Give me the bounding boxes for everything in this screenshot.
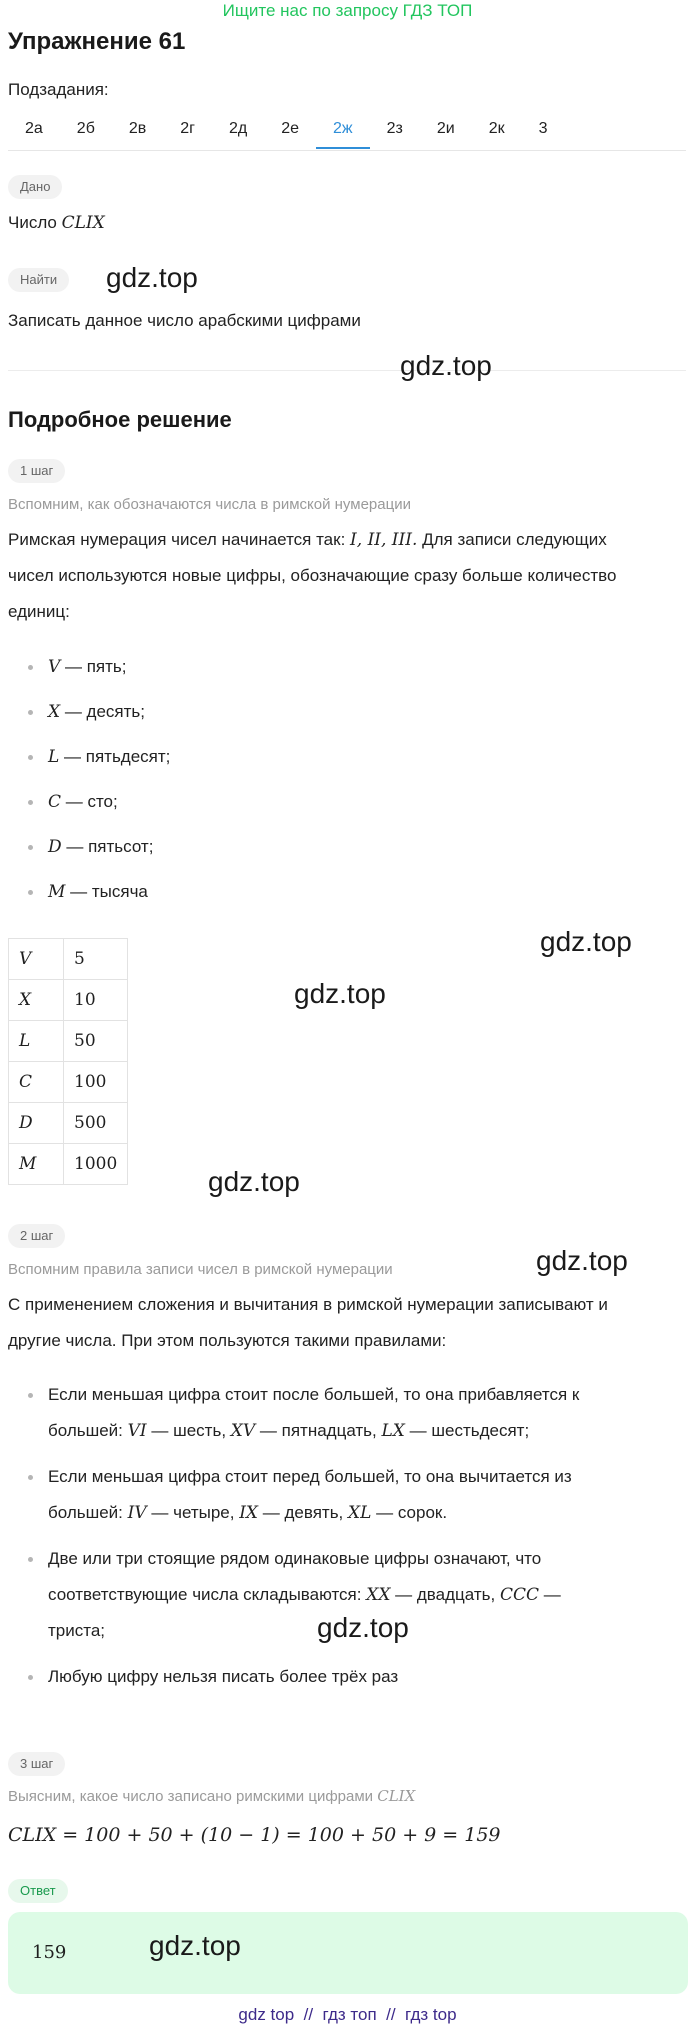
- step1-paragraph: [8, 522, 688, 630]
- step1-line3: единиц:: [8, 602, 70, 621]
- roman-table: [8, 938, 128, 1185]
- roman-meaning: — сто;: [61, 792, 118, 811]
- tab-2e[interactable]: 2е: [281, 120, 300, 137]
- watermark: gdz.top: [540, 926, 632, 957]
- page-title: Упражнение 61: [8, 28, 186, 55]
- watermark: gdz.top: [400, 350, 492, 381]
- step3-badge: 3 шаг: [8, 1752, 65, 1776]
- step2-line2: другие числа. При этом пользуются такими правилами:: [8, 1331, 447, 1350]
- table-cell: 50: [64, 1021, 128, 1062]
- tab-2i[interactable]: 2и: [436, 120, 455, 137]
- table-cell: V: [9, 939, 64, 980]
- list-item: [8, 1459, 688, 1531]
- rule1-line1: Если меньшая цифра стоит после большей, то она прибавляется к: [48, 1385, 580, 1404]
- footer-links: [0, 2005, 695, 2025]
- tab-2zh[interactable]: 2ж: [316, 110, 370, 149]
- table-row: [9, 1021, 128, 1062]
- top-banner[interactable]: Ищите нас по запросу ГДЗ ТОП: [222, 1, 473, 20]
- rule-math: XV: [230, 1421, 256, 1441]
- find-text: Записать данное число арабскими цифрами: [8, 311, 361, 330]
- rule-math: VI: [127, 1421, 147, 1441]
- find-badge: Найти: [8, 268, 69, 292]
- tab-2z[interactable]: 2з: [386, 120, 403, 137]
- footer-separator: //: [386, 2005, 396, 2024]
- roman-meaning: — десять;: [60, 702, 146, 721]
- step1-line1-text-b: Для записи следующих: [422, 530, 607, 549]
- footer-link[interactable]: гдз топ: [322, 2005, 377, 2024]
- rule-math: XX: [366, 1585, 391, 1605]
- roman-symbol: D: [48, 837, 62, 857]
- step1-hint: Вспомним, как обозначаются числа в римской нумерации: [8, 496, 411, 513]
- list-item: [8, 741, 688, 786]
- list-item: [8, 696, 688, 741]
- rule-text: — шестьдесят;: [404, 1421, 530, 1440]
- rule-math: CCC: [499, 1585, 539, 1605]
- step3-hint-math: CLIX: [377, 1787, 416, 1805]
- roman-symbol: L: [48, 747, 60, 767]
- step1-line2: чисел используются новые цифры, обозначающие сразу больше количество: [8, 566, 617, 585]
- rule-text: — двадцать,: [390, 1585, 496, 1604]
- table-cell: 500: [64, 1103, 128, 1144]
- table-cell: D: [9, 1103, 64, 1144]
- list-item: [8, 1377, 688, 1449]
- watermark: gdz.top: [208, 1166, 300, 1197]
- roman-symbol: X: [48, 702, 61, 722]
- tab-2a[interactable]: 2а: [25, 120, 43, 137]
- roman-symbol: C: [48, 792, 62, 812]
- roman-meaning: — тысяча: [65, 882, 148, 901]
- table-cell: 10: [64, 980, 128, 1021]
- solution-title: Подробное решение: [8, 407, 232, 432]
- tab-2d[interactable]: 2д: [229, 120, 248, 137]
- divider: [8, 370, 686, 371]
- table-row: [9, 1144, 128, 1185]
- given-math: CLIX: [61, 213, 105, 233]
- table-row: [9, 1103, 128, 1144]
- table-row: [9, 1062, 128, 1103]
- step1-badge: 1 шаг: [8, 459, 65, 483]
- rule-text: — девять,: [258, 1503, 344, 1522]
- table-cell: 1000: [64, 1144, 128, 1185]
- rule-text: — пятнадцать,: [255, 1421, 377, 1440]
- watermark: gdz.top: [536, 1245, 628, 1276]
- watermark: gdz.top: [149, 1930, 241, 1961]
- watermark: gdz.top: [317, 1612, 409, 1643]
- given-badge: Дано: [8, 175, 62, 199]
- list-item: [8, 1659, 688, 1695]
- rule3-line2: [48, 1577, 688, 1613]
- rule-text: — четыре,: [146, 1503, 235, 1522]
- footer-link[interactable]: гдз top: [405, 2005, 457, 2024]
- rule-text: соответствующие числа складываются:: [48, 1585, 362, 1604]
- footer-separator: //: [303, 2005, 314, 2024]
- roman-symbol: M: [48, 882, 66, 902]
- table-row: [9, 939, 128, 980]
- list-item: [8, 651, 688, 696]
- step3-hint: [8, 1787, 415, 1805]
- watermark: gdz.top: [294, 978, 386, 1009]
- tab-2b[interactable]: 2б: [76, 120, 95, 137]
- rule-text: —: [538, 1585, 561, 1604]
- step1-line1-text: Римская нумерация чисел начинается так:: [8, 530, 346, 549]
- rule-text: — шесть,: [146, 1421, 227, 1440]
- rule4-line1: Любую цифру нельзя писать более трёх раз: [48, 1667, 399, 1686]
- table-cell: C: [9, 1062, 64, 1103]
- rule2-line2: [48, 1495, 688, 1531]
- answer-box: [8, 1912, 688, 1994]
- rule3-line3: триста;: [48, 1621, 106, 1640]
- rule1-line2: [48, 1413, 688, 1449]
- roman-meaning: — пять;: [60, 657, 127, 676]
- roman-symbol: V: [48, 657, 61, 677]
- rule-text: большей:: [48, 1503, 123, 1522]
- step3-equation: CLIX = 100 + 50 + (10 − 1) = 100 + 50 + 9 = 159: [8, 1824, 501, 1846]
- table-row: [9, 980, 128, 1021]
- footer-link[interactable]: gdz top: [238, 2005, 295, 2024]
- list-item: [8, 831, 688, 876]
- rule-math: IX: [239, 1503, 259, 1523]
- roman-meaning: — пятьдесят;: [59, 747, 171, 766]
- subtasks-label: Подзадания:: [8, 80, 109, 99]
- table-cell: 100: [64, 1062, 128, 1103]
- step2-badge: 2 шаг: [8, 1224, 65, 1248]
- given-text: [8, 213, 105, 233]
- tab-2k[interactable]: 2к: [488, 120, 505, 137]
- subtask-tabs: [8, 110, 686, 151]
- roman-digits-list: [8, 651, 688, 921]
- given-label: Число: [8, 213, 57, 232]
- rule-math: XL: [348, 1503, 372, 1523]
- step2-paragraph: [8, 1287, 688, 1359]
- list-item: [8, 786, 688, 831]
- table-cell: 5: [64, 939, 128, 980]
- table-cell: L: [9, 1021, 64, 1062]
- rule2-line1: Если меньшая цифра стоит перед большей, то она вычитается из: [48, 1467, 572, 1486]
- rule-text: — сорок.: [371, 1503, 448, 1522]
- table-cell: M: [9, 1144, 64, 1185]
- rule-math: IV: [127, 1503, 147, 1523]
- tab-2v[interactable]: 2в: [128, 120, 147, 137]
- rules-list: [8, 1377, 688, 1705]
- answer-badge: Ответ: [8, 1879, 68, 1903]
- step3-hint-text: Выясним, какое число записано римскими цифрами: [8, 1788, 374, 1805]
- list-item: [8, 876, 688, 921]
- step1-line1-math: I, II, III.: [350, 530, 418, 550]
- rule3-line1: Две или три стоящие рядом одинаковые цифры означают, что: [48, 1549, 542, 1568]
- rule-math: LX: [381, 1421, 405, 1441]
- step2-hint: Вспомним правила записи чисел в римской нумерации: [8, 1261, 393, 1278]
- answer-value: 159: [32, 1942, 67, 1963]
- rule-text: большей:: [48, 1421, 123, 1440]
- tab-2g[interactable]: 2г: [180, 120, 195, 137]
- watermark: gdz.top: [106, 262, 198, 293]
- step2-line1: С применением сложения и вычитания в римской нумерации записывают и: [8, 1295, 608, 1314]
- table-cell: X: [9, 980, 64, 1021]
- roman-meaning: — пятьсот;: [61, 837, 154, 856]
- tab-3[interactable]: 3: [538, 120, 548, 137]
